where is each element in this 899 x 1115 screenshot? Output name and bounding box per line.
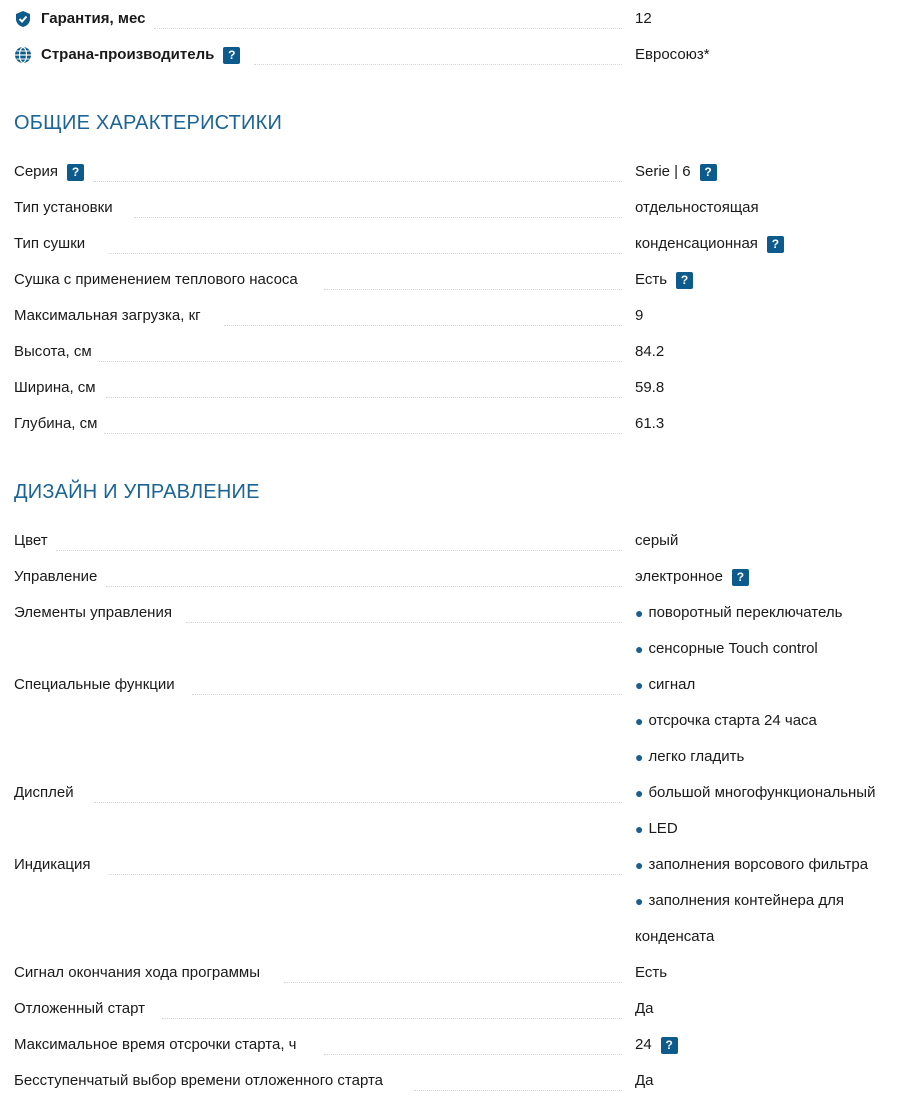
spec-label-warranty: [14, 10, 145, 28]
list-item: [635, 676, 695, 694]
heat-pump-value: Есть: [635, 271, 668, 288]
bullet-icon: ●: [635, 893, 644, 909]
spec-row-country: [14, 37, 899, 73]
special-label-text: Специальные функции: [14, 676, 175, 693]
width-label: [14, 379, 96, 397]
series-value: Serie | 6: [635, 163, 691, 180]
spec-row-dry-type: [14, 226, 899, 262]
bullet-icon: ●: [635, 641, 644, 657]
depth-label-text: Глубина, см: [14, 415, 98, 432]
dotted-leader: [414, 1090, 622, 1091]
max-delay-label-text: Максимальное время отсрочки старта, ч: [14, 1036, 297, 1053]
spec-value-max-delay: [635, 1036, 678, 1054]
list-item: [635, 640, 818, 658]
bullet-icon: ●: [635, 857, 644, 873]
spec-row-end-signal: [14, 955, 899, 991]
spec-row-indication-cont: [14, 919, 899, 955]
spec-label-country: [14, 46, 240, 64]
country-value: Евросоюз*: [635, 46, 710, 63]
help-icon[interactable]: ?: [700, 164, 717, 181]
max-delay-value: 24: [635, 1036, 652, 1053]
bullet-icon: ●: [635, 713, 644, 729]
list-item: [635, 784, 875, 802]
dotted-leader: [192, 694, 622, 695]
depth-value: 61.3: [635, 415, 665, 432]
width-value: 59.8: [635, 379, 665, 396]
spec-row-stepless: [14, 1063, 899, 1099]
controls-value-1: поворотный переключатель: [648, 604, 843, 621]
spec-row-delay-start: [14, 991, 899, 1027]
spec-value-heat-pump: [635, 271, 693, 289]
max-load-value: 9: [635, 307, 644, 324]
special-value-3: легко гладить: [648, 748, 745, 765]
dotted-leader: [324, 1054, 622, 1055]
spec-row-controls: [14, 595, 899, 631]
spec-row-color: [14, 523, 899, 559]
dotted-leader: [162, 1018, 622, 1019]
dotted-leader: [106, 397, 622, 398]
bullet-icon: ●: [635, 749, 644, 765]
delay-start-label: [14, 1000, 145, 1018]
special-value-1: сигнал: [648, 676, 696, 693]
display-label-text: Дисплей: [14, 784, 74, 801]
dotted-leader: [94, 181, 622, 182]
dotted-leader: [106, 586, 622, 587]
spec-row-controls-cont: [14, 631, 899, 667]
display-value-1: большой многофункциональный: [648, 784, 876, 801]
height-label-text: Высота, см: [14, 343, 92, 360]
indication-value-2: заполнения контейнера для: [648, 892, 845, 909]
warranty-label: Гарантия, мес: [41, 10, 146, 27]
spec-row-max-load: [14, 298, 899, 334]
controls-label-text: Элементы управления: [14, 604, 172, 621]
height-label: [14, 343, 92, 361]
dotted-leader: [224, 325, 622, 326]
dry-type-value: конденсационная: [635, 235, 758, 252]
dotted-leader: [186, 622, 622, 623]
dotted-leader: [154, 28, 622, 29]
dotted-leader: [134, 217, 622, 218]
help-icon[interactable]: ?: [732, 569, 749, 586]
special-value-2: отсрочка старта 24 часа: [648, 712, 817, 729]
list-item: [635, 604, 842, 622]
help-icon[interactable]: ?: [767, 236, 784, 253]
spec-row-height: [14, 334, 899, 370]
heat-pump-label-text: Сушка с применением теплового насоса: [14, 271, 298, 288]
spec-row-install: [14, 190, 899, 226]
color-label-text: Цвет: [14, 532, 48, 549]
stepless-value: Да: [635, 1072, 654, 1089]
spec-row-special-cont: [14, 703, 899, 739]
dotted-leader: [56, 550, 622, 551]
max-load-label: [14, 307, 201, 325]
spec-row-control: [14, 559, 899, 595]
color-value: серый: [635, 532, 679, 549]
indication-value-2-continuation: конденсата: [635, 928, 715, 945]
display-value-2: LED: [648, 820, 678, 837]
spec-row-display: [14, 775, 899, 811]
install-value: отдельностоящая: [635, 199, 759, 216]
stepless-label-text: Бесступенчатый выбор времени отложенного старта: [14, 1072, 384, 1089]
spec-row-special: [14, 667, 899, 703]
spec-row-display-cont: [14, 811, 899, 847]
dotted-leader: [254, 64, 622, 65]
spec-row-indication: [14, 847, 899, 883]
bullet-icon: ●: [635, 785, 644, 801]
spec-value-control: [635, 568, 749, 586]
help-icon[interactable]: ?: [676, 272, 693, 289]
series-label: Серия: [14, 163, 59, 180]
spec-value-dry-type: [635, 235, 784, 253]
spec-label-series: [14, 163, 84, 181]
help-icon[interactable]: ?: [223, 47, 240, 64]
control-label-text: Управление: [14, 568, 98, 585]
indication-value-1: заполнения ворсового фильтра: [648, 856, 869, 873]
shield-check-icon: [14, 10, 32, 28]
install-label: [14, 199, 113, 217]
control-label: [14, 568, 97, 586]
max-delay-label: [14, 1036, 296, 1054]
indication-label-text: Индикация: [14, 856, 91, 873]
section-title-general: ОБЩИЕ ХАРАКТЕРИСТИКИ: [14, 112, 283, 134]
help-icon[interactable]: ?: [67, 164, 84, 181]
color-label: [14, 532, 48, 550]
install-label-text: Тип установки: [14, 199, 113, 216]
dotted-leader: [284, 982, 622, 983]
warranty-value: 12: [635, 10, 652, 27]
stepless-label: [14, 1072, 383, 1090]
display-label: [14, 784, 74, 802]
end-signal-label: [14, 964, 260, 982]
delay-start-value: Да: [635, 1000, 654, 1017]
country-label: Страна-производитель: [41, 46, 215, 63]
dotted-leader: [324, 289, 622, 290]
dotted-leader: [94, 802, 622, 803]
dotted-leader: [104, 433, 622, 434]
dry-type-label-text: Тип сушки: [14, 235, 86, 252]
dry-type-label: [14, 235, 85, 253]
indication-label: [14, 856, 91, 874]
spec-row-warranty: [14, 1, 899, 37]
help-icon[interactable]: ?: [661, 1037, 678, 1054]
end-signal-label-text: Сигнал окончания хода программы: [14, 964, 261, 981]
special-label: [14, 676, 175, 694]
dotted-leader: [109, 874, 622, 875]
list-item: [635, 856, 868, 874]
spec-row-heat-pump: [14, 262, 899, 298]
spec-row-width: [14, 370, 899, 406]
list-item: [635, 748, 744, 766]
list-item: [635, 820, 678, 838]
control-value: электронное: [635, 568, 723, 585]
spec-row-series: [14, 154, 899, 190]
height-value: 84.2: [635, 343, 665, 360]
controls-value-2: сенсорные Touch control: [648, 640, 818, 657]
list-item: [635, 712, 817, 730]
dotted-leader: [109, 253, 622, 254]
width-label-text: Ширина, см: [14, 379, 96, 396]
spec-row-depth: [14, 406, 899, 442]
list-item: [635, 892, 844, 910]
depth-label: [14, 415, 97, 433]
globe-icon: [14, 46, 32, 64]
spec-row-max-delay: [14, 1027, 899, 1063]
dotted-leader: [99, 361, 622, 362]
bullet-icon: ●: [635, 605, 644, 621]
max-load-label-text: Максимальная загрузка, кг: [14, 307, 201, 324]
delay-start-label-text: Отложенный старт: [14, 1000, 146, 1017]
section-title-design: ДИЗАЙН И УПРАВЛЕНИЕ: [14, 481, 260, 503]
spec-value-series: [635, 163, 717, 181]
spec-row-special-cont: [14, 739, 899, 775]
controls-label: [14, 604, 172, 622]
end-signal-value: Есть: [635, 964, 668, 981]
bullet-icon: ●: [635, 677, 644, 693]
bullet-icon: ●: [635, 821, 644, 837]
spec-row-indication-cont: [14, 883, 899, 919]
heat-pump-label: [14, 271, 298, 289]
